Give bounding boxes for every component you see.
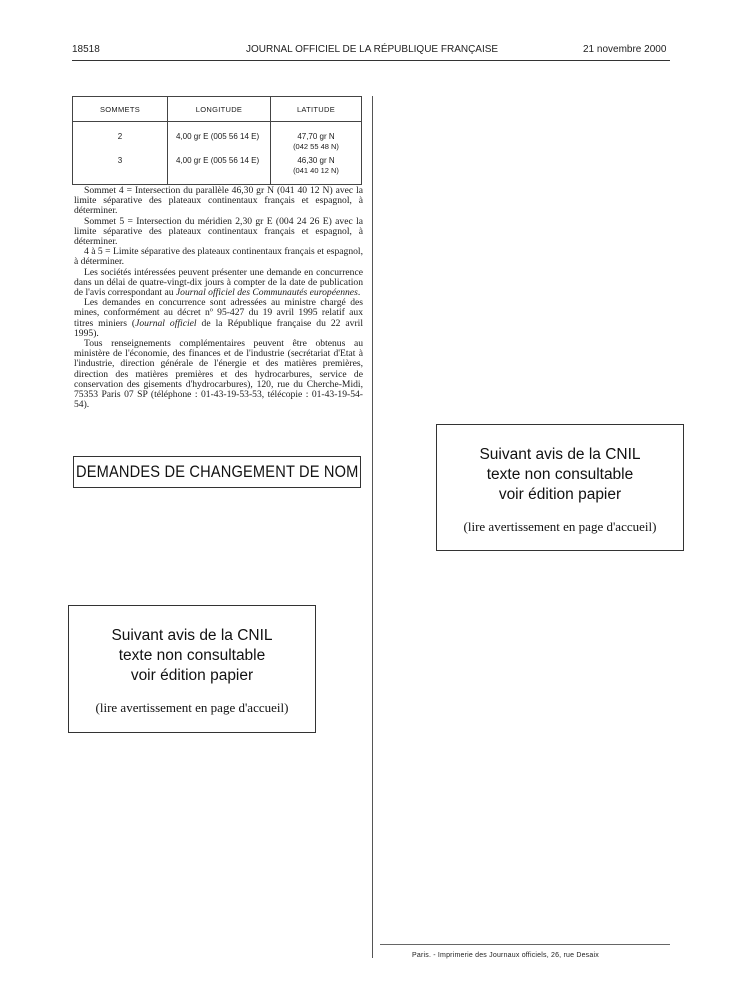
column-divider: [372, 96, 373, 958]
printer-imprint: Paris. - Imprimerie des Journaux officiels, 26, rue Desaix: [412, 952, 599, 959]
cnil-notice-line3: voir édition papier: [130, 667, 254, 684]
coordinates-table: [72, 96, 362, 185]
table-header-row: [73, 97, 362, 122]
table-row: [73, 154, 362, 185]
cell-longitude: 4,00 gr E (005 56 14 E): [168, 122, 271, 155]
paragraph-sommet-4: Sommet 4 = Intersection du parallèle 46,30 gr N (041 40 12 N) avec la limite séparative des plateaux continentaux français et espagnol, à déterminer.: [74, 185, 363, 217]
paragraph-sommet-5: Sommet 5 = Intersection du méridien 2,30 gr E (004 24 26 E) avec la limite séparative des plateaux continentaux français et espagnol, à déterminer.: [74, 215, 363, 248]
cnil-notice-right: [436, 424, 684, 551]
cnil-notice-line1: Suivant avis de la CNIL: [111, 627, 273, 644]
text-fragment: Les demandes en concurrence sont adressées au ministre chargé des mines, conformément au décret nº 95-427 du 19 avril 1995 relatif aux titres miniers (: [74, 297, 363, 329]
section-heading-box: [73, 456, 361, 488]
text-fragment: Les sociétés intéressées peuvent présenter une demande en concurrence dans un délai de quatre-vingt-dix jours à compter de la date de publication de l'avis correspondant au: [74, 266, 363, 299]
journal-reference: Journal officiel des Communautés européennes: [175, 287, 358, 299]
table-row: [73, 122, 362, 155]
latitude-dms: (042 55 48 N): [293, 142, 339, 151]
latitude-dms: (041 40 12 N): [293, 166, 339, 175]
body-text: [74, 186, 363, 410]
text-fragment: .: [357, 287, 361, 299]
cell-sommet: 3: [73, 154, 168, 185]
cnil-notice-note: (lire avertissement en page d'accueil): [463, 519, 657, 534]
page-number: 18518: [72, 44, 100, 55]
paragraph-demande-concurrence: [74, 268, 363, 299]
latitude-grades: 47,70 gr N: [297, 132, 335, 141]
cnil-notice-line3: voir édition papier: [498, 486, 622, 503]
journal-title: JOURNAL OFFICIEL DE LA RÉPUBLIQUE FRANÇAISE: [246, 44, 499, 55]
latitude-grades: 46,30 gr N: [297, 156, 335, 165]
cell-sommet: 2: [73, 122, 168, 155]
cell-latitude: [271, 122, 362, 155]
issue-date: 21 novembre 2000: [583, 44, 667, 55]
cnil-notice-note: (lire avertissement en page d'accueil): [95, 700, 289, 715]
header-rule: [72, 60, 670, 61]
cnil-notice-line1: Suivant avis de la CNIL: [479, 446, 641, 463]
cnil-notice-left: [68, 605, 316, 733]
footer-rule: [380, 944, 670, 945]
cell-latitude: [271, 154, 362, 185]
column-header-longitude: LONGITUDE: [168, 97, 271, 122]
column-header-latitude: LATITUDE: [271, 97, 362, 122]
cnil-notice-line2: texte non consultable: [118, 647, 266, 664]
section-heading: DEMANDES DE CHANGEMENT DE NOM: [75, 462, 359, 481]
journal-reference: Journal officiel: [135, 317, 197, 329]
paragraph-renseignements: Tous renseignements complémentaires peuvent être obtenus au ministère de l'économie, des finances et de l'industrie (secrétariat d'Etat à l'industrie, direction générale de l'énergie et des matières premières, direction des matières premières et des hydrocarbures, service de conservation des gisements d'hydrocarbures), 120, rue du Cherche-Midi, 75353 Paris 07 SP (téléphone : 01-43-19-53-53, télécopie : 01-43-19-54-54).: [74, 338, 363, 411]
paragraph-limite: 4 à 5 = Limite séparative des plateaux continentaux français et espagnol, à déterminer.: [74, 246, 363, 268]
paragraph-demandes-adressees: [74, 298, 363, 339]
text-fragment: de la République française du 22 avril 1995).: [74, 317, 363, 339]
cell-longitude: 4,00 gr E (005 56 14 E): [168, 154, 271, 185]
cnil-notice-line2: texte non consultable: [486, 466, 634, 483]
column-header-sommets: SOMMETS: [73, 97, 168, 122]
